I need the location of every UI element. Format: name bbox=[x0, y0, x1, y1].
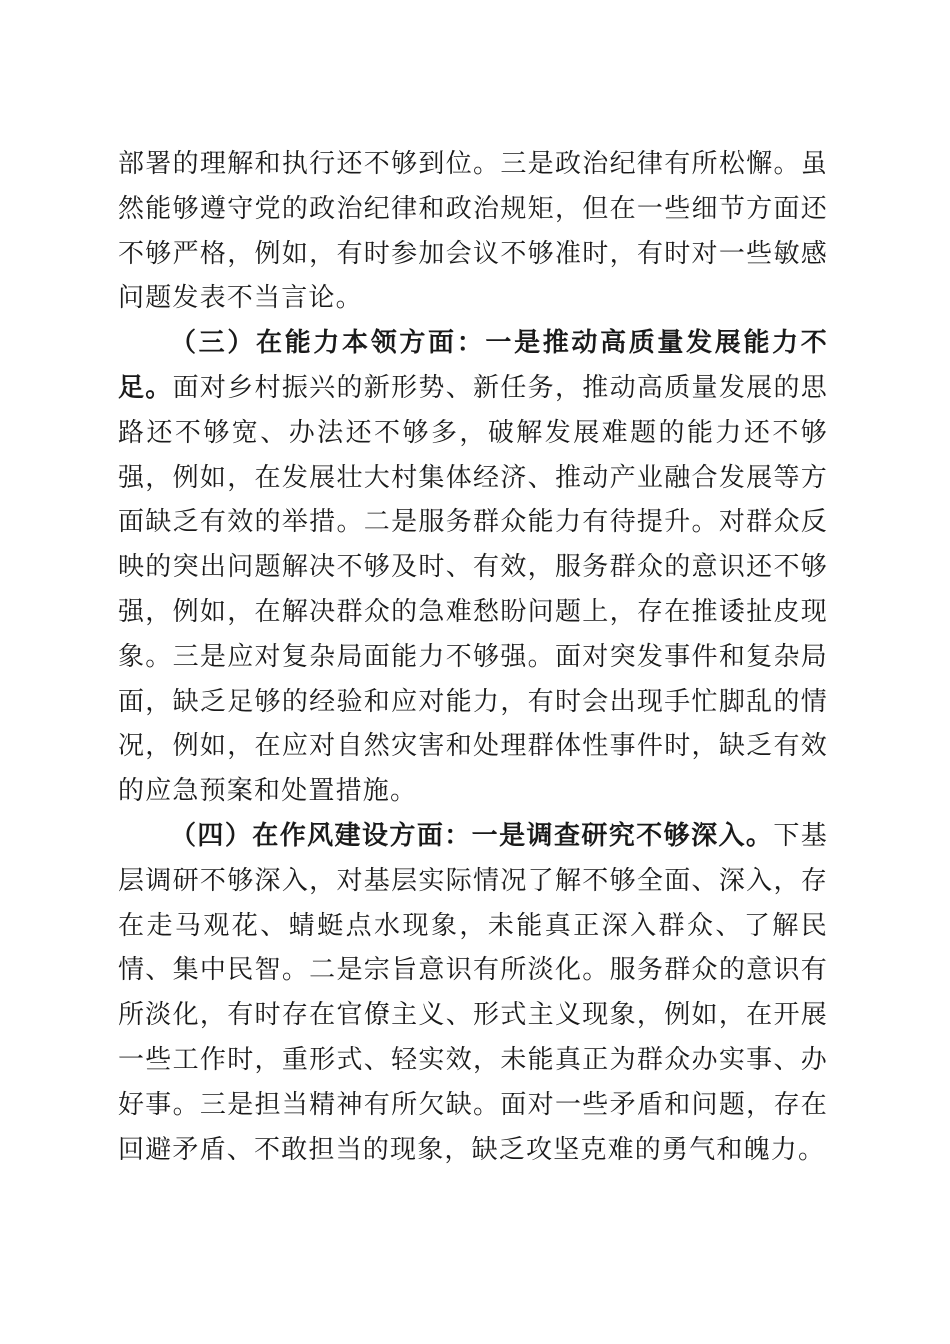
paragraph-text: 部署的理解和执行还不够到位。三是政治纪律有所松懈。虽然能够遵守党的政治纪律和政治规矩，但在一些细节方面还不够严格，例如，有时参加会议不够准时，有时对一些敏感问题发表不当言论。 bbox=[118, 149, 828, 314]
paragraph-text: 面对乡村振兴的新形势、新任务，推动高质量发展的思路还不够宽、办法还不够多，破解发展难题的能力还不够强，例如，在发展壮大村集体经济、推动产业融合发展等方面缺乏有效的举措。二是服务群众能力有待提升。对群众反映的突出问题解决不够及时、有效，服务群众的意识还不够强，例如，在解决群众的急难愁盼问题上，存在推诿扯皮现象。三是应对复杂局面能力不够强。面对突发事件和复杂局面，缺乏足够的经验和应对能力，有时会出现手忙脚乱的情况，例如，在应对自然灾害和处理群体性事件时，缺乏有效的应急预案和处置措施。 bbox=[118, 372, 828, 807]
paragraph-text: 下基层调研不够深入，对基层实际情况了解不够全面、深入，存在走马观花、蜻蜓点水现象，未能真正深入群众、了解民情、集中民智。二是宗旨意识有所淡化。服务群众的意识有所淡化，有时存在官僚主义、形式主义现象，例如，在开展一些工作时，重形式、轻实效，未能真正为群众办实事、办好事。三是担当精神有所欠缺。面对一些矛盾和问题，存在回避矛盾、不敢担当的现象，缺乏攻坚克难的勇气和魄力。 bbox=[118, 820, 829, 1165]
paragraph-heading: （四）在作风建设方面：一是调查研究不够深入。 bbox=[170, 820, 774, 851]
paragraph-heading: （三）在能力本领方面：一是推动高质量发展能力不足。 bbox=[118, 328, 828, 403]
paragraph-continuation bbox=[118, 142, 828, 321]
paragraph-style bbox=[118, 814, 828, 1172]
document-body bbox=[118, 142, 828, 1172]
paragraph-ability bbox=[118, 321, 828, 814]
